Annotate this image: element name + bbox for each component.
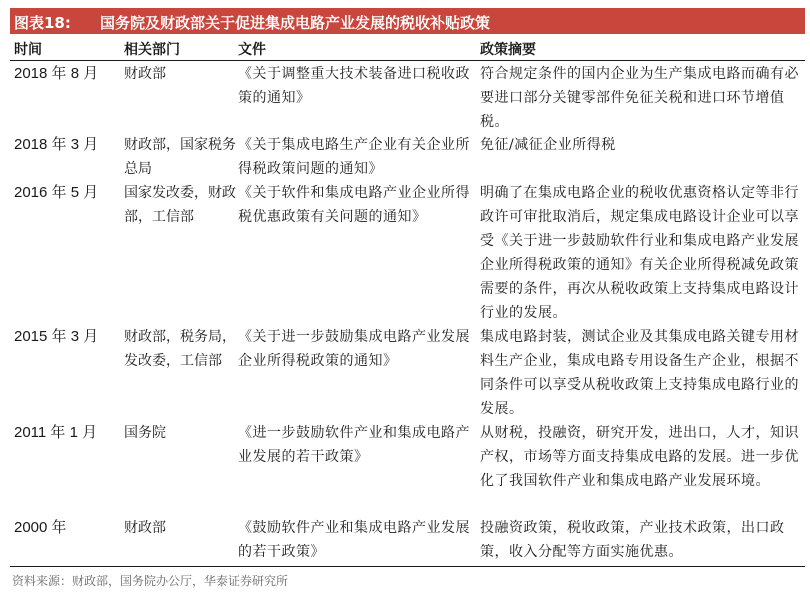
- row-dept: 财政部，国家税务总局: [124, 137, 236, 177]
- row-summary: 从财税，投融资，研究开发，进出口，人才，知识产权，市场等方面支持集成电路的发展。进一步优化了我国软件产业和集成电路产业发展环境。: [480, 425, 799, 489]
- header-doc: 文件: [238, 42, 266, 58]
- row-doc: 《关于软件和集成电路产业企业所得税优惠政策有关问题的通知》: [238, 185, 470, 225]
- row-time: 2011 年 1 月: [14, 424, 98, 441]
- source-note: 资料来源：财政部，国务院办公厅，华泰证券研究所: [12, 574, 289, 588]
- row-summary: 免征/减征企业所得税: [480, 137, 616, 153]
- row-time: 2018 年 8 月: [14, 65, 99, 82]
- figure-title: 国务院及财政部关于促进集成电路产业发展的税收补贴政策: [100, 14, 491, 32]
- row-time: 2018 年 3 月: [14, 136, 99, 153]
- row-time: 2016 年 5 月: [14, 184, 99, 201]
- row-time: 2000 年: [14, 519, 67, 536]
- row-dept: 国务院: [124, 425, 166, 441]
- table-bottom-divider: [10, 566, 805, 567]
- row-dept: 财政部，税务局，发改委，工信部: [124, 329, 236, 369]
- table-header: [10, 36, 805, 60]
- header-divider: [10, 60, 805, 61]
- row-summary: 集成电路封装，测试企业及其集成电路关键专用材料生产企业，集成电路专用设备生产企业，根据不同条件可以享受从税收政策上支持集成电路行业的发展。: [480, 329, 799, 417]
- row-doc: 《关于调整重大技术装备进口税收政策的通知》: [238, 66, 470, 106]
- row-summary: 符合规定条件的国内企业为生产集成电路而确有必要进口部分关键零部件免征关税和进口环节增值税。: [480, 66, 799, 130]
- header-summary: 政策摘要: [480, 42, 536, 58]
- row-summary: 投融资政策，税收政策，产业技术政策，出口政策，收入分配等方面实施优惠。: [480, 520, 785, 560]
- header-time: 时间: [14, 42, 42, 58]
- row-doc: 《鼓励软件产业和集成电路产业发展的若干政策》: [238, 520, 470, 560]
- row-summary: 明确了在集成电路企业的税收优惠资格认定等非行政许可审批取消后，规定集成电路设计企业可以享受《关于进一步鼓励软件行业和集成电路产业发展企业所得税政策的通知》有关企业所得税减免政策需要的条件，再次从税收政策上支持集成电路设计行业的发展。: [480, 185, 799, 321]
- figure-title-bar: [10, 8, 805, 34]
- row-dept: 财政部: [124, 66, 166, 82]
- row-time: 2015 年 3 月: [14, 328, 99, 345]
- header-dept: 相关部门: [124, 42, 180, 58]
- row-doc: 《关于进一步鼓励集成电路产业发展企业所得税政策的通知》: [238, 329, 470, 369]
- row-doc: 《进一步鼓励软件产业和集成电路产业发展的若干政策》: [238, 425, 470, 465]
- row-doc: 《关于集成电路生产企业有关企业所得税政策问题的通知》: [238, 137, 470, 177]
- row-dept: 国家发改委，财政部，工信部: [124, 185, 236, 225]
- row-dept: 财政部: [124, 520, 166, 536]
- figure-label: 图表18:: [14, 14, 71, 32]
